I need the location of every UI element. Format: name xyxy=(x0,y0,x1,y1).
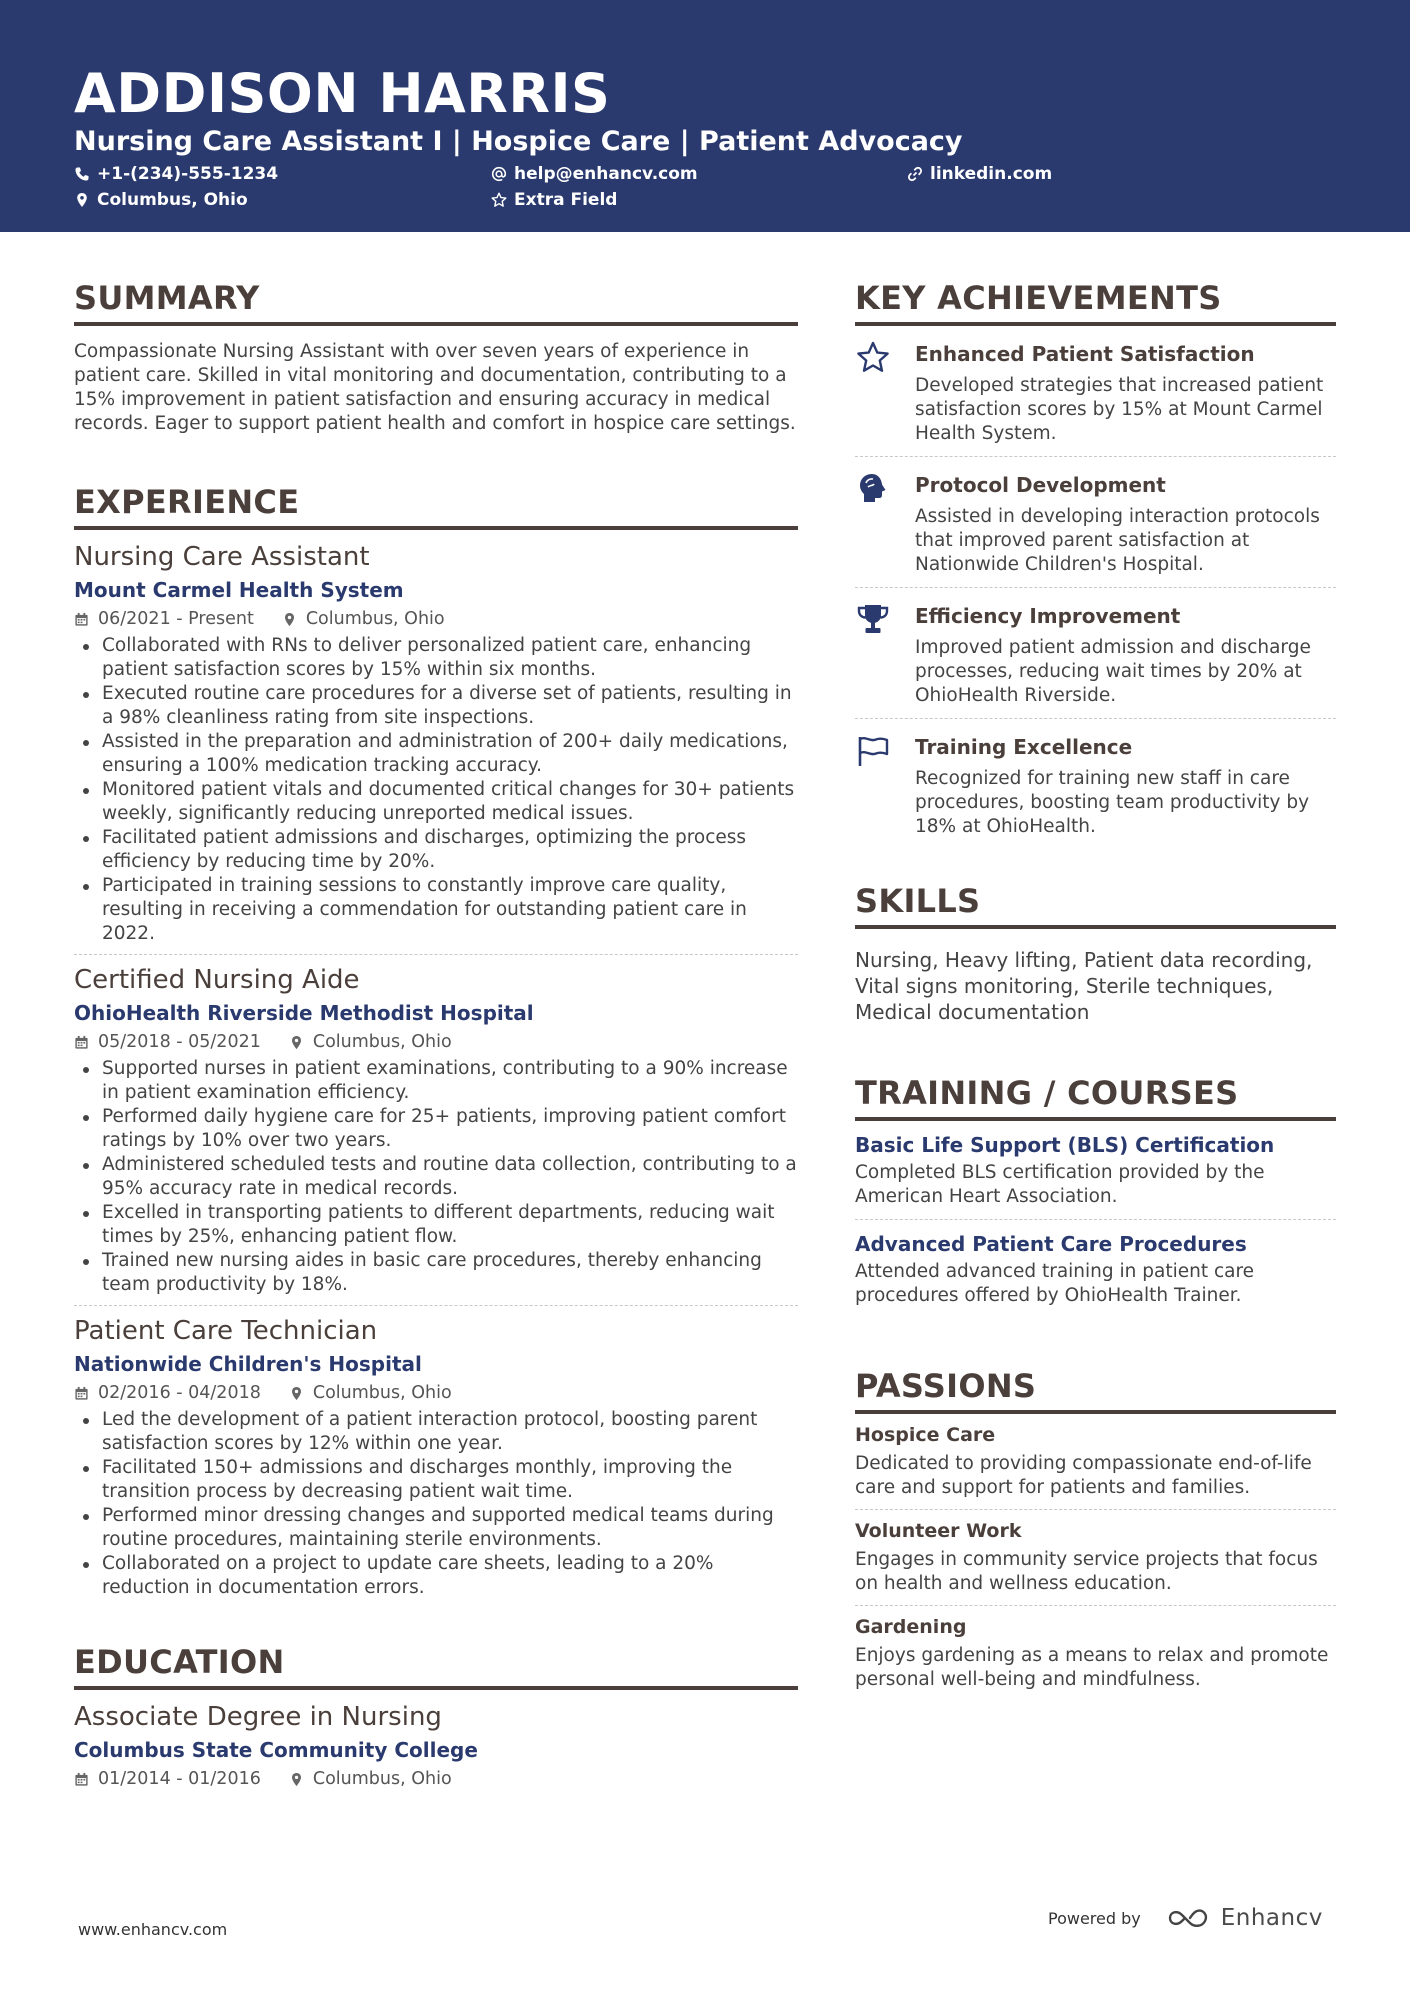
job-location: Columbus, Ohio xyxy=(282,607,445,631)
passion-title: Hospice Care xyxy=(855,1424,996,1446)
achievement-item xyxy=(855,326,1336,456)
achievement-desc: Assisted in developing interaction protocols that improved parent satisfaction at Nationwide Children's Hospital. xyxy=(915,506,1320,575)
achievement-title: Training Excellence xyxy=(915,735,1133,759)
location-pin-icon xyxy=(289,1386,304,1401)
list-item: Participated in training sessions to constantly improve care quality, resulting in receiving a commendation for outstanding patient care in 2022. xyxy=(74,874,798,946)
passions-section xyxy=(855,1364,1336,1701)
trophy-icon xyxy=(855,602,901,708)
training-item xyxy=(855,1220,1336,1318)
list-item: Monitored patient vitals and documented critical changes for 30+ patients weekly, significantly reducing unreported medical issues. xyxy=(74,778,798,826)
contact-phone xyxy=(74,163,278,185)
summary-text: Compassionate Nursing Assistant with over seven years of experience in patient care. Skilled in vital monitoring and documentation, contributing to a 15% improvement in patient satisfaction and ensuring accuracy in medical records. Eager to support patient health and comfort in hospice care settings. xyxy=(74,341,796,434)
job-meta xyxy=(74,607,798,631)
training-title: Basic Life Support (BLS) Certification xyxy=(855,1133,1275,1157)
experience-entry xyxy=(74,1306,798,1600)
section-title-skills: SKILLS xyxy=(855,879,1336,929)
candidate-name: ADDISON HARRIS xyxy=(74,62,611,125)
contact-linkedin xyxy=(907,163,1052,185)
list-item: Collaborated on a project to update care sheets, leading to a 20% reduction in documentation errors. xyxy=(74,1552,798,1600)
list-item: Administered scheduled tests and routine data collection, contributing to a 95% accuracy rate in medical records. xyxy=(74,1153,798,1201)
contact-location xyxy=(74,189,248,211)
job-bullets xyxy=(74,1057,798,1297)
list-item: Facilitated patient admissions and discharges, optimizing the process efficiency by reducing time by 20%. xyxy=(74,826,798,874)
section-title-achievements: KEY ACHIEVEMENTS xyxy=(855,276,1336,326)
training-section xyxy=(855,1071,1336,1318)
enhancv-logo-icon xyxy=(1167,1906,1213,1930)
achievement-item xyxy=(855,719,1336,849)
summary-section xyxy=(74,276,798,436)
training-title: Advanced Patient Care Procedures xyxy=(855,1232,1247,1256)
achievement-title: Protocol Development xyxy=(915,473,1166,497)
job-dates: 05/2018 - 05/2021 xyxy=(74,1030,261,1054)
head-icon xyxy=(855,471,901,577)
section-title-passions: PASSIONS xyxy=(855,1364,1336,1414)
education-meta xyxy=(74,1767,798,1791)
list-item: Excelled in transporting patients to different departments, reducing wait times by 25%, enhancing patient flow. xyxy=(74,1201,798,1249)
location-pin-icon xyxy=(74,192,90,208)
section-title-experience: EXPERIENCE xyxy=(74,480,798,530)
job-meta xyxy=(74,1030,798,1054)
education-entry xyxy=(74,1690,798,1791)
passion-item xyxy=(855,1510,1336,1605)
flag-icon xyxy=(855,733,901,839)
degree-title: Associate Degree in Nursing xyxy=(74,1702,442,1732)
list-item: Collaborated with RNs to deliver personalized patient care, enhancing patient satisfaction scores by 15% within six months. xyxy=(74,634,798,682)
section-title-training: TRAINING / COURSES xyxy=(855,1071,1336,1121)
passion-item xyxy=(855,1606,1336,1701)
footer-powered-by xyxy=(1048,1905,1323,1931)
skills-text: Nursing, Heavy lifting, Patient data recording, Vital signs monitoring, Sterile techniques, Medical documentation xyxy=(855,948,1313,1024)
location-text: Columbus, Ohio xyxy=(97,190,248,210)
footer-website[interactable]: www.enhancv.com xyxy=(78,1920,228,1939)
school-name: Columbus State Community College xyxy=(74,1738,478,1762)
candidate-subtitle: Nursing Care Assistant I | Hospice Care | Patient Advocacy xyxy=(74,126,963,157)
job-company: Mount Carmel Health System xyxy=(74,578,404,602)
location-pin-icon xyxy=(289,1035,304,1050)
linkedin-text: linkedin.com xyxy=(930,164,1053,184)
achievement-desc: Improved patient admission and discharge processes, reducing wait times by 20% at OhioHealth Riverside. xyxy=(915,637,1311,706)
email-text: help@enhancv.com xyxy=(514,164,698,184)
achievements-section xyxy=(855,276,1336,849)
list-item: Performed daily hygiene care for 25+ patients, improving patient comfort ratings by 10% over two years. xyxy=(74,1105,798,1153)
section-title-summary: SUMMARY xyxy=(74,276,798,326)
calendar-icon xyxy=(74,1386,89,1401)
contact-email xyxy=(491,163,698,185)
location-pin-icon xyxy=(289,1772,304,1787)
passion-desc: Enjoys gardening as a means to relax and promote personal well-being and mindfulness. xyxy=(855,1645,1329,1690)
training-desc: Attended advanced training in patient care procedures offered by OhioHealth Trainer. xyxy=(855,1261,1255,1306)
passion-desc: Engages in community service projects that focus on health and wellness education. xyxy=(855,1549,1318,1594)
phone-icon xyxy=(74,166,90,182)
job-location: Columbus, Ohio xyxy=(289,1381,452,1405)
enhancv-brand: Enhancv xyxy=(1220,1905,1323,1931)
star-icon xyxy=(491,192,507,208)
job-location: Columbus, Ohio xyxy=(289,1030,452,1054)
achievement-item xyxy=(855,457,1336,587)
job-bullets xyxy=(74,634,798,946)
education-section xyxy=(74,1640,798,1791)
location-pin-icon xyxy=(282,612,297,627)
list-item: Trained new nursing aides in basic care procedures, thereby enhancing team productivity by 18%. xyxy=(74,1249,798,1297)
resume-header xyxy=(0,0,1410,232)
passion-item xyxy=(855,1414,1336,1509)
training-item xyxy=(855,1121,1336,1219)
powered-by-label: Powered by xyxy=(1048,1908,1141,1928)
phone-text: +1-(234)-555-1234 xyxy=(97,164,279,184)
list-item: Led the development of a patient interaction protocol, boosting parent satisfaction scores by 12% within one year. xyxy=(74,1408,798,1456)
calendar-icon xyxy=(74,612,89,627)
at-icon xyxy=(491,166,507,182)
job-meta xyxy=(74,1381,798,1405)
achievement-item xyxy=(855,588,1336,718)
enhancv-logo[interactable] xyxy=(1167,1905,1323,1931)
job-dates: 02/2016 - 04/2018 xyxy=(74,1381,261,1405)
extra-text: Extra Field xyxy=(514,190,618,210)
job-title: Patient Care Technician xyxy=(74,1316,378,1346)
list-item: Facilitated 150+ admissions and discharges monthly, improving the transition process by decreasing patient wait time. xyxy=(74,1456,798,1504)
experience-entry xyxy=(74,530,798,955)
passion-desc: Dedicated to providing compassionate end-of-life care and support for patients and families. xyxy=(855,1453,1312,1498)
training-desc: Completed BLS certification provided by the American Heart Association. xyxy=(855,1162,1265,1207)
job-company: Nationwide Children's Hospital xyxy=(74,1352,422,1376)
section-title-education: EDUCATION xyxy=(74,1640,798,1690)
passion-title: Volunteer Work xyxy=(855,1520,1022,1542)
star-icon xyxy=(855,340,901,446)
job-title: Nursing Care Assistant xyxy=(74,542,370,572)
left-column xyxy=(74,276,798,1791)
contact-extra xyxy=(491,189,617,211)
link-icon xyxy=(907,166,923,182)
experience-entry xyxy=(74,955,798,1306)
list-item: Supported nurses in patient examinations, contributing to a 90% increase in patient examination efficiency. xyxy=(74,1057,798,1105)
job-dates: 06/2021 - Present xyxy=(74,607,254,631)
achievement-title: Enhanced Patient Satisfaction xyxy=(915,342,1255,366)
calendar-icon xyxy=(74,1772,89,1787)
achievement-desc: Developed strategies that increased patient satisfaction scores by 15% at Mount Carmel Health System. xyxy=(915,375,1324,444)
education-dates: 01/2014 - 01/2016 xyxy=(74,1767,261,1791)
job-title: Certified Nursing Aide xyxy=(74,965,360,995)
education-location: Columbus, Ohio xyxy=(289,1767,452,1791)
passion-title: Gardening xyxy=(855,1616,967,1638)
achievement-desc: Recognized for training new staff in care procedures, boosting team productivity by 18% at OhioHealth. xyxy=(915,768,1310,837)
achievement-title: Efficiency Improvement xyxy=(915,604,1181,628)
job-company: OhioHealth Riverside Methodist Hospital xyxy=(74,1001,534,1025)
skills-section xyxy=(855,879,1336,1025)
right-column xyxy=(855,276,1336,1701)
list-item: Assisted in the preparation and administration of 200+ daily medications, ensuring a 100% medication tracking accuracy. xyxy=(74,730,798,778)
list-item: Performed minor dressing changes and supported medical teams during routine procedures, maintaining sterile environments. xyxy=(74,1504,798,1552)
job-bullets xyxy=(74,1408,798,1600)
calendar-icon xyxy=(74,1035,89,1050)
experience-section xyxy=(74,480,798,1600)
list-item: Executed routine care procedures for a diverse set of patients, resulting in a 98% cleanliness rating from site inspections. xyxy=(74,682,798,730)
